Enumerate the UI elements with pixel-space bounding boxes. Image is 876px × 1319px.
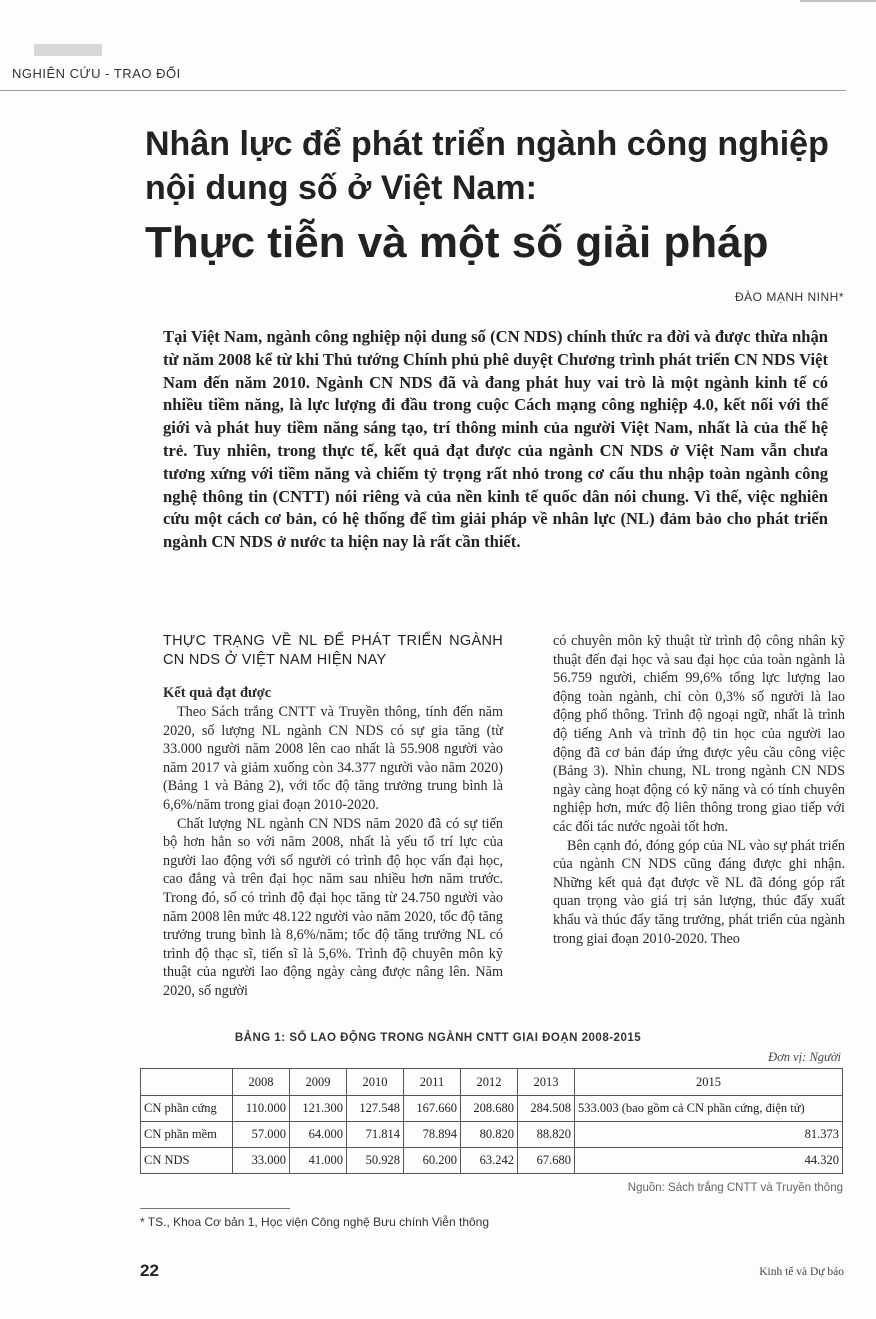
title-line-3: Thực tiễn và một số giải pháp: [145, 218, 769, 267]
section-tab-marker: [34, 44, 102, 56]
table-cell: 127.548: [347, 1096, 404, 1122]
paragraph: Chất lượng NL ngành CN NDS năm 2020 đã có sự tiến bộ hơn hẳn so với năm 2008, nhất là yếu tố trí lực của người lao động với số người có trình độ học vấn đại học, cao đẳng và trên đại học năm sau nhiều hơn năm trước. Trong đó, số có trình độ đại học tăng từ 24.750 người vào năm 2008 lên mức 48.122 người vào năm 2020, tốc độ tăng trưởng trung bình là 8,6%/năm; tốc độ tăng trưởng NL có trình độ thạc sĩ, tiến sĩ là 5,6%. Trình độ chuyên môn kỹ thuật của người lao động ngày càng được nâng lên. Năm 2020, số người: [163, 815, 503, 999]
table-cell: 57.000: [233, 1122, 290, 1148]
table-header-row: [141, 1069, 843, 1096]
table-cell: 80.820: [461, 1122, 518, 1148]
table-cell: 50.928: [347, 1148, 404, 1174]
left-column: [163, 632, 503, 1001]
table-row: [141, 1148, 843, 1174]
table-header-cell: 2012: [461, 1069, 518, 1096]
section-heading: THỰC TRẠNG VỀ NL ĐỂ PHÁT TRIỂN NGÀNH CN NDS Ở VIỆT NAM HIỆN NAY: [163, 633, 503, 668]
paragraph: Bên cạnh đó, đóng góp của NL vào sự phát triển của ngành CN NDS cũng đáng được ghi nhận. Những kết quả đạt được về NL đã đóng góp rất quan trọng vào giá trị sản lượng, thúc đẩy xuất khẩu và thúc đẩy tăng trưởng, phát triển của ngành trong giai đoạn 2010-2020. Theo: [553, 837, 845, 947]
labor-table: [140, 1068, 843, 1174]
author-name: ĐÀO MẠNH NINH*: [734, 290, 844, 304]
table-cell: 208.680: [461, 1096, 518, 1122]
table-cell: 64.000: [290, 1122, 347, 1148]
table-header-cell: 2008: [233, 1069, 290, 1096]
subheading: Kết quả đạt được: [163, 685, 272, 701]
section-label: NGHIÊN CỨU - TRAO ĐỔI: [12, 66, 181, 81]
table-header-cell: 2010: [347, 1069, 404, 1096]
corner-rule: [800, 0, 876, 2]
right-column: [553, 632, 845, 948]
paragraph: có chuyên môn kỹ thuật từ trình độ công nhân kỹ thuật đến đại học và sau đại học của toàn ngành là 56.759 người, chiếm 99,6% tổng lực lượng lao động toàn ngành, chỉ còn 0,3% số người là lao động phổ thông. Trình độ ngoại ngữ, nhất là trình độ tiếng Anh và trình độ tin học của người lao động đã cơ bản đáp ứng được yêu cầu công việc (Bảng 3). Nhìn chung, NL trong ngành CN NDS ngày càng hoạt động có kỹ năng và có tính chuyên nghiệp hơn, mức độ liên thông trong giao tiếp với các đối tác nước ngoài tốt hơn.: [553, 633, 845, 835]
table-row: [141, 1096, 843, 1122]
table-header-cell: 2013: [518, 1069, 575, 1096]
table-header-cell: 2011: [404, 1069, 461, 1096]
table-cell: 167.660: [404, 1096, 461, 1122]
abstract: Tại Việt Nam, ngành công nghiệp nội dung số (CN NDS) chính thức ra đời và được thừa nhận từ năm 2008 kể từ khi Thủ tướng Chính phủ phê duyệt Chương trình phát triển CN NDS Việt Nam đến năm 2010. Ngành CN NDS đã và đang phát huy vai trò là một ngành kinh tế có nhiều tiềm năng, là lực lượng đi đầu trong cuộc Cách mạng công nghiệp 4.0, kết nối với thế giới và phát huy tiềm năng sáng tạo, trí thông minh của người Việt Nam, nhất là của thế hệ trẻ. Tuy nhiên, trong thực tế, kết quả đạt được của ngành CN NDS ở Việt Nam vẫn chưa tương xứng với tiềm năng và chiếm tỷ trọng rất nhỏ trong cơ cấu thu nhập toàn ngành công nghệ thông tin (CNTT) nói riêng và của nền kinh tế quốc dân nói chung. Vì thế, việc nghiên cứu một cách cơ bản, có hệ thống để tìm giải pháp về nhân lực (NL) đảm bảo cho phát triển ngành CN NDS ở nước ta hiện nay là rất cần thiết.: [163, 327, 828, 552]
row-label: CN phần mềm: [141, 1122, 233, 1148]
table-caption: BẢNG 1: SỐ LAO ĐỘNG TRONG NGÀNH CNTT GIAI ĐOẠN 2008-2015: [234, 1032, 642, 1044]
table-header-cell: 2009: [290, 1069, 347, 1096]
footnote-divider: [140, 1208, 290, 1209]
table-cell: 67.680: [518, 1148, 575, 1174]
table-cell: 44.320: [575, 1148, 843, 1174]
table-cell: 71.814: [347, 1122, 404, 1148]
table-cell: 284.508: [518, 1096, 575, 1122]
page-number: 22: [140, 1261, 159, 1280]
table-source: Nguồn: Sách trắng CNTT và Truyền thông: [627, 1182, 843, 1194]
footnote: * TS., Khoa Cơ bản 1, Học viện Công nghệ Bưu chính Viễn thông: [140, 1215, 490, 1229]
row-label: CN phần cứng: [141, 1096, 233, 1122]
table-cell: 78.894: [404, 1122, 461, 1148]
table-cell: 88.820: [518, 1122, 575, 1148]
journal-name: Kinh tế và Dự báo: [759, 1266, 844, 1278]
table-cell: 60.200: [404, 1148, 461, 1174]
row-label: CN NDS: [141, 1148, 233, 1174]
title-line-1: Nhân lực để phát triển ngành công nghiệp: [145, 125, 829, 163]
article-title: [145, 122, 845, 274]
table-header-cell: 2015: [575, 1069, 843, 1096]
table-cell: 110.000: [233, 1096, 290, 1122]
table-cell: 63.242: [461, 1148, 518, 1174]
table-cell: 81.373: [575, 1122, 843, 1148]
table-row: [141, 1122, 843, 1148]
header-divider: [0, 90, 846, 91]
table-unit: Đơn vị: Người: [768, 1050, 841, 1064]
table-cell: 41.000: [290, 1148, 347, 1174]
table-header-cell: [141, 1069, 233, 1096]
title-line-2: nội dung số ở Việt Nam:: [145, 169, 537, 207]
table-cell: 33.000: [233, 1148, 290, 1174]
paragraph: Theo Sách trắng CNTT và Truyền thông, tính đến năm 2020, số lượng NL ngành CN NDS có sự gia tăng (từ 33.000 người năm 2008 lên cao nhất là 55.908 người vào năm 2017 và giảm xuống còn 34.377 người vào năm 2020) (Bảng 1 và Bảng 2), với tốc độ tăng trưởng trung bình là 6,6%/năm trong giai đoạn 2010-2020.: [163, 704, 503, 813]
table-cell: 121.300: [290, 1096, 347, 1122]
table-cell: 533.003 (bao gồm cả CN phần cứng, điện tử): [575, 1096, 843, 1122]
